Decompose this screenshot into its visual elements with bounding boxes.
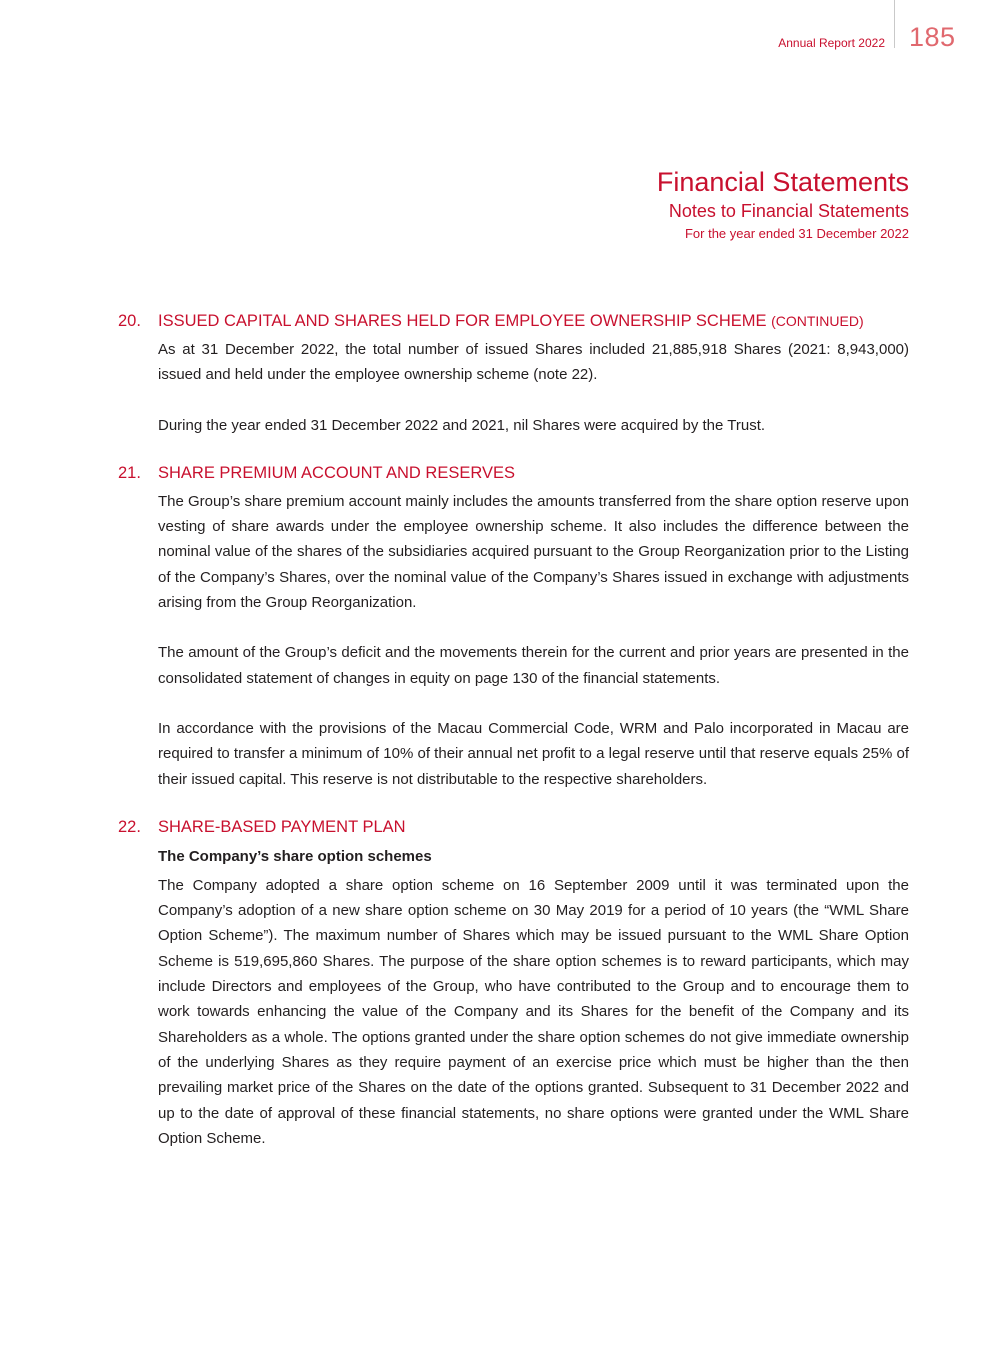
paragraph: As at 31 December 2022, the total number of issued Shares included 21,885,918 Shares (2021: 8,943,000) issued and held under the employee ownership scheme (note 22). <box>158 341 909 384</box>
page-number: 185 <box>909 22 956 52</box>
paragraph: The amount of the Group’s deficit and the movements therein for the current and prior years are presented in the consolidated statement of changes in equity on page 130 of the financial statements. <box>158 644 909 687</box>
section-title-block <box>657 167 909 243</box>
reporting-period: For the year ended 31 December 2022 <box>684 226 909 241</box>
note-body <box>118 485 909 792</box>
note-heading <box>118 461 909 485</box>
note-number: 20. <box>118 312 141 330</box>
note-20 <box>118 309 909 438</box>
continued-label: (CONTINUED) <box>771 313 864 329</box>
page-header <box>0 0 1006 60</box>
note-title: ISSUED CAPITAL AND SHARES HELD FOR EMPLOYEE OWNERSHIP SCHEME <box>158 312 767 330</box>
header-divider <box>894 0 895 48</box>
section-title: Financial Statements <box>656 167 909 197</box>
note-heading <box>118 815 909 839</box>
note-title: SHARE PREMIUM ACCOUNT AND RESERVES <box>158 463 515 482</box>
notes-content <box>118 309 909 1151</box>
report-label: Annual Report 2022 <box>778 36 885 50</box>
note-body <box>118 333 909 438</box>
note-21 <box>118 461 909 792</box>
note-number: 21. <box>118 463 141 482</box>
paragraph: The Group’s share premium account mainly includes the amounts transferred from the share option reserve upon vesting of share awards under the employee ownership scheme. It also includes the difference between the nominal value of the shares of the subsidiaries acquired pursuant to the Group Reorganization prior to the Listing of the Company’s Shares, over the nominal value of the Company’s Shares issued in exchange with adjustments arising from the Group Reorganization. <box>158 492 909 612</box>
note-22 <box>118 815 909 1151</box>
section-subtitle: Notes to Financial Statements <box>668 201 909 221</box>
note-heading <box>118 309 909 333</box>
note-body <box>118 844 909 1151</box>
note-title: SHARE-BASED PAYMENT PLAN <box>158 817 406 836</box>
paragraph: In accordance with the provisions of the Macau Commercial Code, WRM and Palo incorporated in Macau are required to transfer a minimum of 10% of their annual net profit to a legal reserve until that reserve equals 25% of their issued capital. This reserve is not distributable to the respective shareholders. <box>158 719 909 788</box>
subheading: The Company’s share option schemes <box>158 847 432 865</box>
note-number: 22. <box>118 817 141 836</box>
paragraph: The Company adopted a share option scheme on 16 September 2009 until it was terminated upon the Company’s adoption of a new share option scheme on 30 May 2019 for a period of 10 years (the “WML Share Option Scheme”). The maximum number of Shares which may be issued pursuant to the WML Share Option Scheme is 519,695,860 Shares. The purpose of the share option schemes is to reward participants, which may include Directors and employees of the Group, who have contributed to the Group and to encourage them to work towards enhancing the value of the Company and its Shares for the benefit of the Company and its Shareholders as a whole. The options granted under the share option schemes do not give immediate ownership of the underlying Shares as they require payment of an exercise price which must be higher than the then prevailing market price of the Shares on the date of the options granted. Subsequent to 31 December 2022 and up to the date of approval of these financial statements, no share options were granted under the WML Share Option Scheme. <box>158 876 909 1147</box>
paragraph: During the year ended 31 December 2022 and 2021, nil Shares were acquired by the Trust. <box>158 416 766 434</box>
